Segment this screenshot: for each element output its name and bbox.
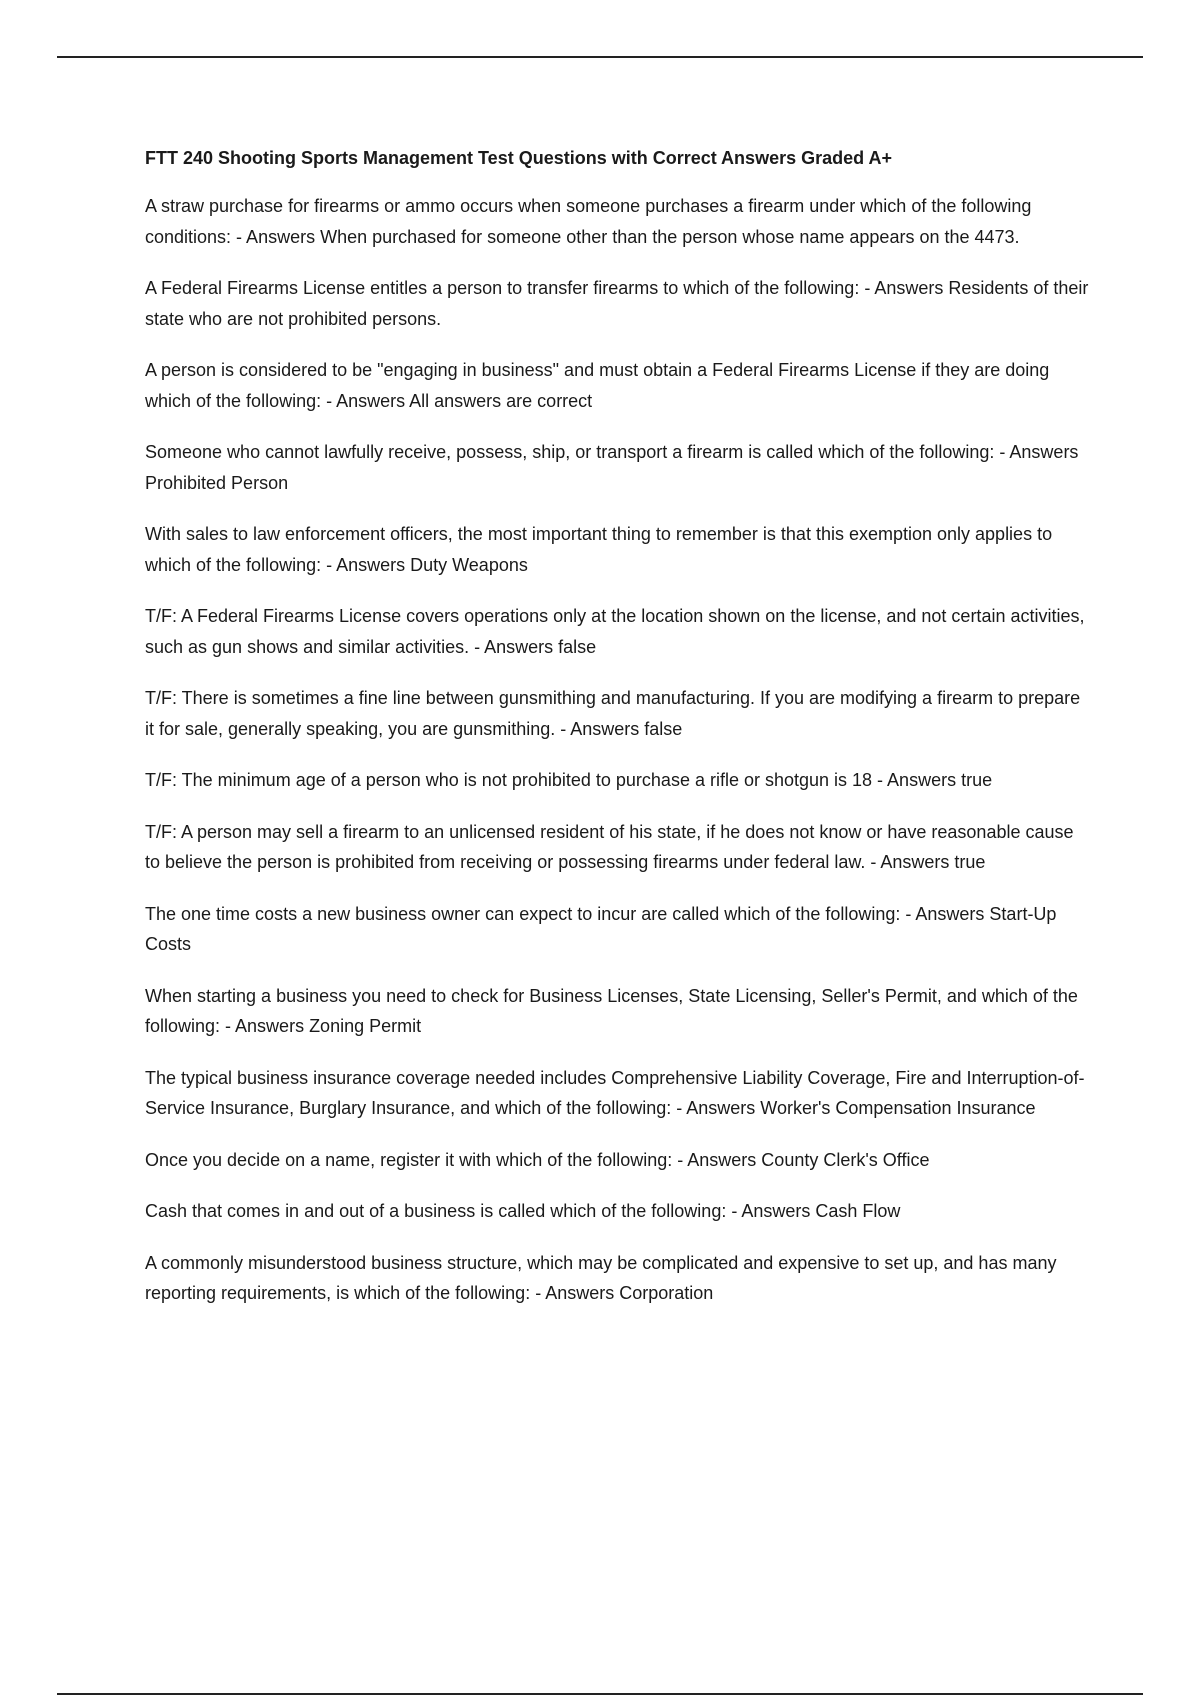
- qa-item: Someone who cannot lawfully receive, possess, ship, or transport a firearm is called which of the following: - Answers Prohibited Person: [145, 442, 1079, 493]
- bottom-rule: [57, 1693, 1143, 1695]
- top-rule: [57, 56, 1143, 58]
- qa-item: A person is considered to be "engaging in business" and must obtain a Federal Firearms License if they are doing which of the following: - Answers All answers are correct: [145, 360, 1050, 411]
- qa-item: T/F: A Federal Firearms License covers operations only at the location shown on the license, and not certain activities, such as gun shows and similar activities. - Answers false: [145, 606, 1085, 657]
- document-body: [145, 143, 1090, 1330]
- qa-item: With sales to law enforcement officers, the most important thing to remember is that this exemption only applies to which of the following: - Answers Duty Weapons: [145, 524, 1053, 575]
- qa-item: The typical business insurance coverage needed includes Comprehensive Liability Coverage, Fire and Interruption-of-Service Insurance, Burglary Insurance, and which of the following: - Answers Worker's Compensation Insurance: [145, 1067, 1085, 1118]
- document-title: FTT 240 Shooting Sports Management Test Questions with Correct Answers Graded A+: [145, 148, 892, 168]
- qa-item: The one time costs a new business owner can expect to incur are called which of the following: - Answers Start-Up Costs: [145, 903, 1057, 954]
- question-answer-list: [145, 191, 1090, 1309]
- qa-item: A straw purchase for firearms or ammo occurs when someone purchases a firearm under which of the following conditions: - Answers When purchased for someone other than the person whose name appears on the 4473.: [145, 196, 1032, 247]
- qa-item: T/F: The minimum age of a person who is not prohibited to purchase a rifle or shotgun is 18 - Answers true: [145, 770, 993, 790]
- qa-item: T/F: There is sometimes a fine line between gunsmithing and manufacturing. If you are modifying a firearm to prepare it for sale, generally speaking, you are gunsmithing. - Answers false: [145, 688, 1081, 739]
- qa-item: A Federal Firearms License entitles a person to transfer firearms to which of the following: - Answers Residents of their state who are not prohibited persons.: [145, 278, 1089, 329]
- qa-item: A commonly misunderstood business structure, which may be complicated and expensive to set up, and has many reporting requirements, is which of the following: - Answers Corporation: [145, 1252, 1057, 1303]
- qa-item: Cash that comes in and out of a business is called which of the following: - Answers Cash Flow: [145, 1201, 901, 1221]
- qa-item: T/F: A person may sell a firearm to an unlicensed resident of his state, if he does not know or have reasonable cause to believe the person is prohibited from receiving or possessing firearms under federal law. - Answers true: [145, 821, 1074, 872]
- qa-item: When starting a business you need to check for Business Licenses, State Licensing, Seller's Permit, and which of the following: - Answers Zoning Permit: [145, 985, 1078, 1036]
- qa-item: Once you decide on a name, register it with which of the following: - Answers County Clerk's Office: [145, 1149, 930, 1170]
